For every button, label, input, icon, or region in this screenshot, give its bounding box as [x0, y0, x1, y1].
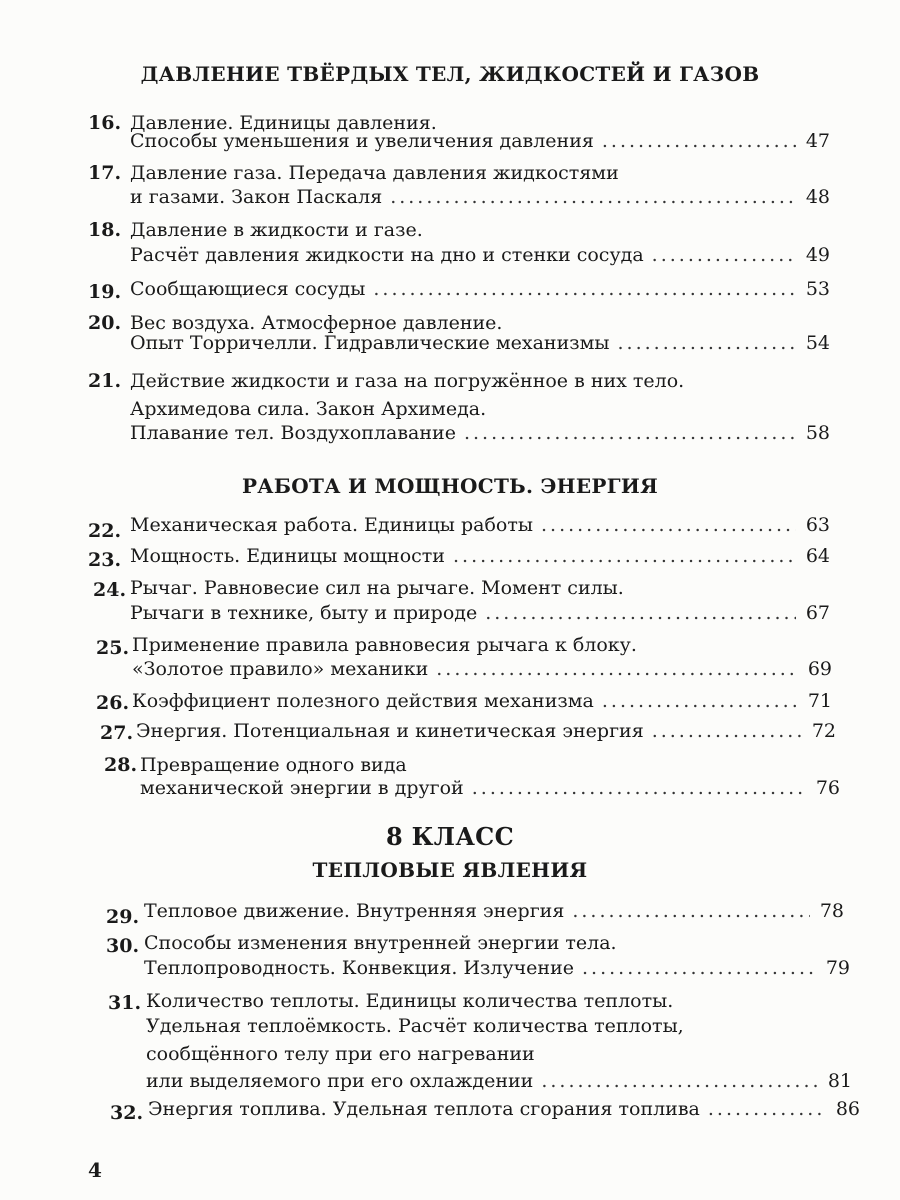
entry-text: Энергия. Потенциальная и кинетическая энергия	[136, 720, 644, 742]
entry-text: Давление газа. Передача давления жидкостями	[130, 162, 619, 184]
leader-dots	[602, 128, 796, 154]
section-heading-work-energy: РАБОТА И МОЩНОСТЬ. ЭНЕРГИЯ	[241, 474, 659, 498]
entry-page: 79	[825, 957, 850, 979]
entry-text: Вес воздуха. Атмосферное давление.	[130, 312, 503, 334]
entry-text: Давление. Единицы давления.	[130, 112, 437, 134]
entry-page: 78	[819, 900, 844, 922]
entry-text: Способы уменьшения и увеличения давления	[130, 130, 594, 152]
entry-text: Опыт Торричелли. Гидравлические механизмы	[130, 332, 610, 354]
entry-number: 22.	[88, 520, 122, 542]
entry-page: 54	[805, 332, 830, 354]
entry-text: Количество теплоты. Единицы количества теплоты.	[146, 990, 674, 1012]
entry-text: сообщённого телу при его нагревании	[146, 1043, 535, 1065]
entry-number: 20.	[88, 312, 122, 334]
entry-page: 86	[835, 1098, 860, 1120]
leader-dots	[708, 1096, 826, 1122]
leader-dots	[464, 420, 796, 446]
leader-dots	[572, 898, 810, 924]
entry-text: механической энергии в другой	[140, 777, 464, 799]
leader-dots	[618, 330, 797, 356]
entry-page: 64	[805, 545, 830, 567]
leader-dots	[485, 600, 796, 626]
entry-page: 69	[807, 658, 832, 680]
entry-text: Энергия топлива. Удельная теплота сгорания топлива	[148, 1098, 700, 1120]
page-number: 4	[88, 1158, 102, 1182]
entry-text: Превращение одного вида	[140, 754, 407, 776]
entry-number: 17.	[88, 162, 122, 184]
entry-text: Давление в жидкости и газе.	[130, 219, 423, 241]
entry-number: 26.	[96, 692, 130, 714]
entry-text: Способы изменения внутренней энергии тела.	[144, 932, 617, 954]
entry-number: 31.	[108, 992, 142, 1014]
entry-text: Рычаг. Равновесие сил на рычаге. Момент силы.	[130, 577, 624, 599]
entry-number: 16.	[88, 112, 122, 134]
entry-text: Архимедова сила. Закон Архимеда.	[130, 398, 487, 420]
entry-number: 23.	[88, 549, 122, 571]
leader-dots	[602, 688, 798, 714]
leader-dots	[652, 242, 796, 268]
entry-number: 21.	[88, 370, 122, 392]
entry-page: 81	[827, 1070, 852, 1092]
entry-text: Удельная теплоёмкость. Расчёт количества теплоты,	[146, 1015, 684, 1037]
leader-dots	[472, 775, 806, 801]
entry-page: 63	[805, 514, 830, 536]
entry-page: 58	[805, 422, 830, 444]
grade-heading: 8 КЛАСС	[386, 822, 514, 851]
entry-number: 18.	[88, 219, 122, 241]
leader-dots	[373, 276, 796, 302]
entry-page: 72	[811, 720, 836, 742]
entry-number: 25.	[96, 637, 130, 659]
entry-page: 71	[807, 690, 832, 712]
section-heading-pressure: ДАВЛЕНИЕ ТВЁРДЫХ ТЕЛ, ЖИДКОСТЕЙ И ГАЗОВ	[140, 62, 760, 86]
leader-dots	[582, 955, 816, 981]
entry-text: Коэффициент полезного действия механизма	[132, 690, 594, 712]
entry-number: 27.	[100, 722, 134, 744]
entry-page: 53	[805, 278, 830, 300]
entry-page: 48	[805, 186, 830, 208]
entry-text: Мощность. Единицы мощности	[130, 545, 445, 567]
entry-page: 47	[805, 130, 830, 152]
entry-text: Применение правила равновесия рычага к блоку.	[132, 634, 637, 656]
entry-number: 30.	[106, 935, 140, 957]
leader-dots	[541, 512, 796, 538]
entry-text: «Золотое правило» механики	[132, 658, 429, 680]
leader-dots	[436, 656, 798, 682]
entry-text: Действие жидкости и газа на погружённое в них тело.	[130, 370, 685, 392]
entry-number: 28.	[104, 754, 138, 776]
leader-dots	[652, 718, 802, 744]
entry-text: Механическая работа. Единицы работы	[130, 514, 533, 536]
entry-page: 67	[805, 602, 830, 624]
entry-text: Расчёт давления жидкости на дно и стенки сосуда	[130, 244, 644, 266]
entry-text: или выделяемого при его охлаждении	[146, 1070, 534, 1092]
entry-text: Тепловое движение. Внутренняя энергия	[144, 900, 565, 922]
entry-text: Теплопроводность. Конвекция. Излучение	[144, 957, 574, 979]
entry-text: и газами. Закон Паскаля	[130, 186, 383, 208]
entry-text: Сообщающиеся сосуды	[130, 278, 366, 300]
leader-dots	[541, 1068, 818, 1094]
entry-text: Рычаги в технике, быту и природе	[130, 602, 478, 624]
entry-page: 49	[805, 244, 830, 266]
section-heading-thermal: ТЕПЛОВЫЕ ЯВЛЕНИЯ	[312, 858, 588, 882]
entry-page: 76	[815, 777, 840, 799]
entry-number: 24.	[93, 579, 127, 601]
leader-dots	[390, 184, 796, 210]
entry-number: 32.	[110, 1102, 144, 1124]
entry-number: 29.	[106, 906, 140, 928]
leader-dots	[453, 543, 796, 569]
entry-number: 19.	[88, 281, 122, 303]
entry-text: Плавание тел. Воздухоплавание	[130, 422, 456, 444]
